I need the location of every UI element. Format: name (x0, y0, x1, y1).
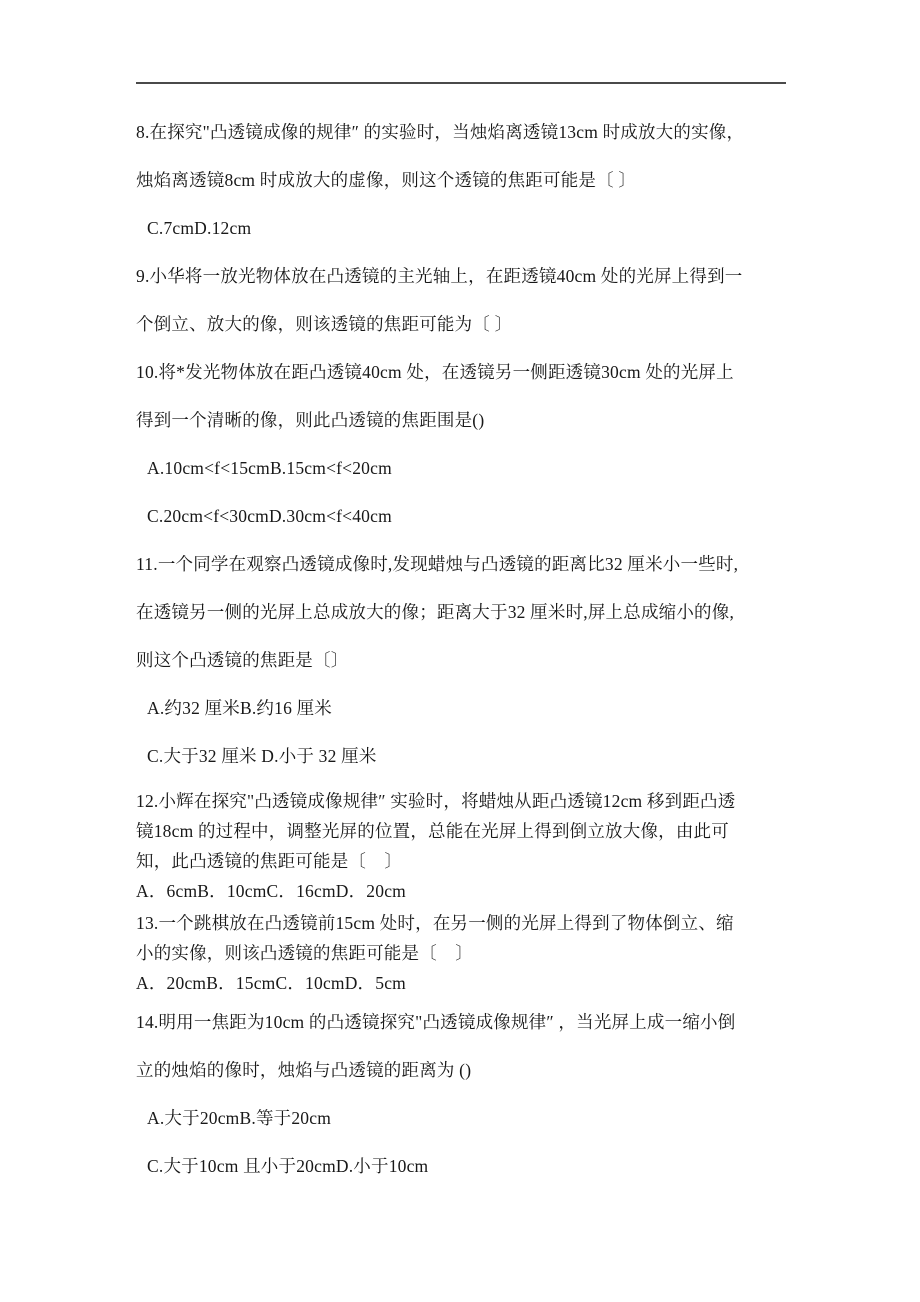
question-option-line: A.10cm<f<15cmB.15cm<f<20cm (147, 458, 392, 478)
question-stem-line: 个倒立、放大的像，则该透镜的焦距可能为〔 〕 (136, 314, 513, 334)
question-stem-line: 10.将*发光物体放在距凸透镜40cm 处，在透镜另一侧距透镜30cm 处的光屏上 (136, 362, 734, 382)
question-block-11 (136, 540, 808, 780)
question-option-line: C.7cmD.12cm (147, 218, 252, 238)
question-stem-line: 13.一个跳棋放在凸透镜前15cm 处时，在另一侧的光屏上得到了物体倒立、缩 (136, 913, 734, 933)
question-option-line: A．20cmB．15cmC．10cmD．5cm (136, 973, 406, 993)
question-block-14 (136, 998, 808, 1190)
question-stem-line: 得到一个清晰的像，则此凸透镜的焦距围是() (136, 410, 485, 430)
question-option-line: A.大于20cmB.等于20cm (147, 1108, 332, 1128)
question-stem-line: 镜18cm 的过程中，调整光屏的位置，总能在光屏上得到倒立放大像，由此可 (136, 821, 729, 841)
question-option-line: A.约32 厘米B.约16 厘米 (147, 698, 333, 718)
question-stem-line: 8.在探究"凸透镜成像的规律″ 的实验时，当烛焰离透镜13cm 时成放大的实像， (136, 122, 745, 142)
question-option-line: C.大于10cm 且小于20cmD.小于10cm (147, 1156, 429, 1176)
question-option-line: A．6cmB．10cmC．16cmD．20cm (136, 881, 406, 901)
worksheet-content (136, 108, 808, 1190)
question-block-10 (136, 348, 808, 540)
question-block-13 (136, 908, 808, 998)
question-stem-line: 14.明用一焦距为10cm 的凸透镜探究"凸透镜成像规律″ ，当光屏上成一缩小倒 (136, 1012, 736, 1032)
header-divider-rule (136, 82, 786, 84)
question-stem-line: 9.小华将一放光物体放在凸透镜的主光轴上，在距透镜40cm 处的光屏上得到一 (136, 266, 743, 286)
question-stem-line: 在透镜另一侧的光屏上总成放大的像；距离大于32 厘米时,屏上总成缩小的像, (136, 602, 735, 622)
question-stem-line: 则这个凸透镜的焦距是〔〕 (136, 650, 349, 670)
question-block-12 (136, 786, 808, 906)
question-stem-line: 11.一个同学在观察凸透镜成像时,发现蜡烛与凸透镜的距离比32 厘米小一些时, (136, 554, 739, 574)
question-option-line: C.20cm<f<30cmD.30cm<f<40cm (147, 506, 392, 526)
question-block-9 (136, 252, 808, 348)
question-option-line: C.大于32 厘米 D.小于 32 厘米 (147, 746, 377, 766)
question-stem-line: 12.小辉在探究"凸透镜成像规律″ 实验时，将蜡烛从距凸透镜12cm 移到距凸透 (136, 791, 736, 811)
question-stem-line: 小的实像，则该凸透镜的焦距可能是〔 〕 (136, 943, 473, 963)
question-stem-line: 知，此凸透镜的焦距可能是〔 〕 (136, 851, 403, 871)
question-stem-line: 烛焰离透镜8cm 时成放大的虚像，则这个透镜的焦距可能是〔 〕 (136, 170, 637, 190)
question-block-8 (136, 108, 808, 252)
question-stem-line: 立的烛焰的像时，烛焰与凸透镜的距离为 () (136, 1060, 472, 1080)
